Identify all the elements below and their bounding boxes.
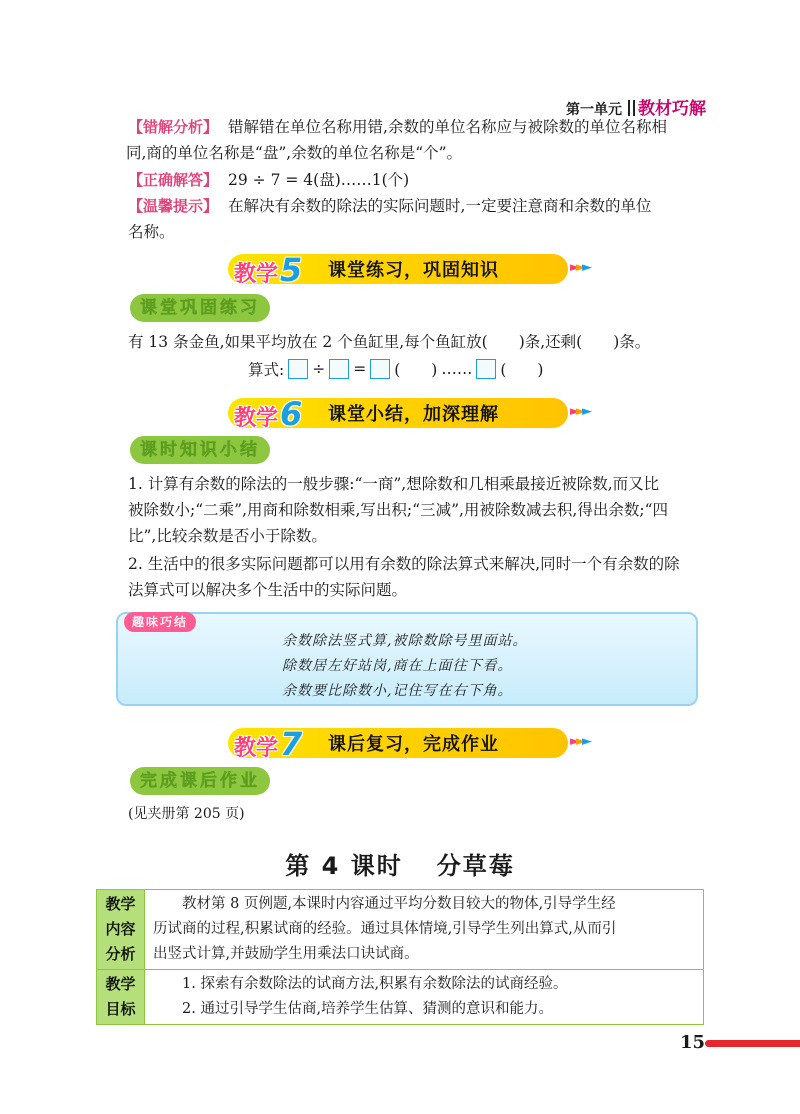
quotient-unit-blank[interactable]: ( ) (394, 361, 438, 379)
ellipsis: …… (441, 360, 473, 378)
homework-reference: (见夹册第 205 页) (128, 806, 245, 822)
remainder-unit-blank[interactable]: ( ) (500, 361, 544, 379)
mnemonic-line-3: 余数要比除数小,记住写在右下角。 (282, 683, 513, 699)
summary-p1-line2: 被除数小;“二乘”,用商和除数相乘,写出积;“三减”,用被除数减去积,得出余数;“四 (128, 501, 668, 519)
correct-answer-text: 29 ÷ 7 = 4(盘)……1(个) (228, 171, 410, 189)
table-row-content (97, 890, 704, 970)
subheading-summary: 课时知识小结 (130, 436, 270, 464)
lesson-title (0, 846, 800, 881)
mnemonic-line-1: 余数除法竖式算,被除数除号里面站。 (282, 633, 528, 649)
summary-p2-line1: 2. 生活中的很多实际问题都可以用有余数的除法算式来解决,同时一个有余数的除 (128, 555, 680, 573)
mnemonic-box (116, 612, 698, 706)
summary-paragraph-1 (128, 471, 710, 549)
subheading-practice: 课堂巩固练习 (130, 294, 270, 322)
header-title: 教材巧解 (638, 99, 706, 119)
triple-arrow-icon: ►►► (570, 260, 588, 275)
summary-p1-line1: 1. 计算有余数的除法的一般步骤:“一商”,想除数和几相乘最接近被除数,而又比 (128, 475, 660, 493)
divisor-box[interactable] (329, 359, 349, 379)
quotient-box[interactable] (370, 359, 390, 379)
table-row-goals (97, 970, 704, 1025)
error-analysis-tag: 【错解分析】 (128, 118, 219, 136)
triple-arrow-icon: ►►► (570, 734, 588, 749)
section-6-word: 教学6 (234, 395, 303, 433)
formula-label: 算式: (248, 361, 285, 379)
triple-arrow-icon: ►►► (570, 404, 588, 419)
division-sign: ÷ (312, 360, 326, 378)
formula-row (248, 358, 543, 380)
page-bar (705, 1040, 800, 1047)
section-6-banner (228, 395, 608, 433)
row-head-content-analysis: 教学 内容 分析 (97, 890, 145, 970)
section-6-number: 6 (280, 395, 303, 433)
section-7-banner (228, 725, 608, 763)
lesson-plan-table (96, 889, 704, 1025)
exercise-question: 有 13 条金鱼,如果平均放在 2 个鱼缸里,每个鱼缸放( )条,还剩( )条。 (128, 333, 651, 351)
correct-answer-tag: 【正确解答】 (128, 171, 219, 189)
lesson-name: 分草莓 (436, 852, 515, 880)
dividend-box[interactable] (288, 359, 308, 379)
section-5-word: 教学5 (234, 251, 303, 289)
mnemonic-line-2: 除数居左好站岗,商在上面往下看。 (282, 658, 513, 674)
section-5-label: 课堂练习，巩固知识 (328, 260, 499, 281)
reminder-tag: 【温馨提示】 (128, 197, 219, 215)
error-analysis-line2: 同,商的单位名称是“盘”,余数的单位名称是“个”。 (126, 144, 463, 162)
row-body-content-analysis: 教材第 8 页例题,本课时内容通过平均分数目较大的物体,引导学生经 历试商的过程,积累试商的经验。通过具体情境,引导学生列出算式,从而引 出竖式计算,并鼓励学生用乘法口诀试商。 (145, 890, 704, 970)
section-7-label: 课后复习，完成作业 (328, 734, 499, 755)
summary-paragraph-2 (128, 551, 710, 603)
section-5-banner (228, 251, 608, 289)
reminder (128, 193, 710, 245)
summary-p1-line3: 比”,比较余数是否小于除数。 (128, 527, 327, 545)
reminder-line1: 在解决有余数的除法的实际问题时,一定要注意商和余数的单位 (228, 197, 652, 215)
error-analysis-line1: 错解错在单位名称用错,余数的单位名称应与被除数的单位名称相 (228, 118, 667, 136)
correct-answer (128, 167, 710, 193)
unit-label: 第一单元 (566, 102, 622, 118)
mnemonic-badge: 趣味巧结 (124, 612, 196, 632)
section-7-number: 7 (280, 725, 303, 763)
reminder-line2: 名称。 (128, 223, 175, 241)
subheading-homework: 完成课后作业 (130, 767, 270, 795)
equals-sign: = (353, 360, 367, 378)
section-7-word: 教学7 (234, 725, 303, 763)
error-analysis (128, 114, 710, 166)
remainder-box[interactable] (476, 359, 496, 379)
section-5-number: 5 (280, 251, 303, 289)
row-body-goals: 1. 探索有余数除法的试商方法,积累有余数除法的试商经验。 2. 通过引导学生估商,培养学生估算、猜测的意识和能力。 (145, 970, 704, 1025)
lesson-number: 第 4 课时 (285, 852, 403, 880)
row-head-goals: 教学 目标 (97, 970, 145, 1025)
section-6-label: 课堂小结，加深理解 (328, 404, 499, 425)
page-number: 15 (680, 1032, 706, 1053)
summary-p2-line2: 法算式可以解决多个生活中的实际问题。 (128, 581, 408, 599)
